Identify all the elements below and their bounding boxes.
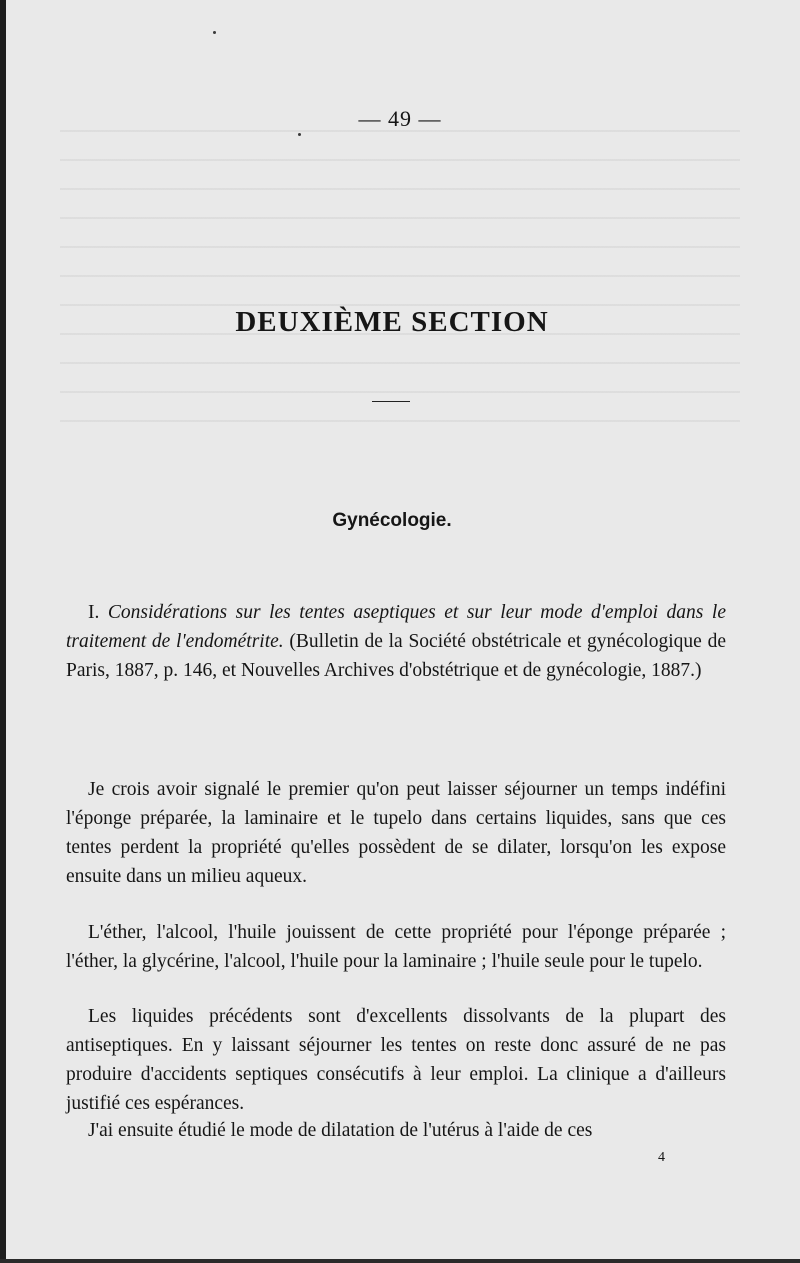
signature-mark: 4 <box>658 1150 665 1165</box>
page-number: — 49 — <box>358 106 442 131</box>
scan-left-edge <box>0 0 6 1263</box>
paragraph: Les liquides précédents sont d'excellents dissolvants de la plupart des antiseptiques. En y laissant séjourner les tentes on reste donc assuré de ne pas produire d'accidents septiques consécutifs à leur emploi. La clinique a d'ailleurs justifié ces espérances. <box>66 1006 726 1114</box>
paragraph: Je crois avoir signalé le premier qu'on peut laisser séjourner un temps indéfini l'éponge préparée, la laminaire et le tupelo dans certains liquides, sans que ces tentes perdent la propriété qu'elles possèdent de se dilater, lorsqu'on les expose ensuite dans un milieu aqueux. <box>66 779 726 887</box>
paragraph: L'éther, l'alcool, l'huile jouissent de cette propriété pour l'éponge préparée ; l'éther, la glycérine, l'alcool, l'huile pour la laminaire ; l'huile seule pour le tupelo. <box>66 922 726 972</box>
entry-citation: (Bulletin de la Société obstétricale et gynécologique de Paris, 1887, p. 146, et Nouvelles Archives d'obstétrique et de gynécologie, 1887.) <box>66 631 726 681</box>
scan-bottom-edge <box>0 1259 800 1263</box>
bibliography-entry <box>66 598 726 685</box>
divider-rule <box>372 401 410 402</box>
ink-speck <box>213 31 216 34</box>
section-title: DEUXIÈME SECTION <box>235 306 549 338</box>
paragraph: J'ai ensuite étudié le mode de dilatation de l'utérus à l'aide de ces <box>88 1120 593 1141</box>
ink-speck <box>298 133 301 136</box>
show-through-texture <box>60 130 740 430</box>
entry-numeral: I. <box>88 602 100 623</box>
entry-title: Considérations sur les tentes aseptiques et sur leur mode d'emploi dans le traitement de l'endométrite. <box>66 602 726 652</box>
subheading: Gynécologie. <box>332 510 452 531</box>
